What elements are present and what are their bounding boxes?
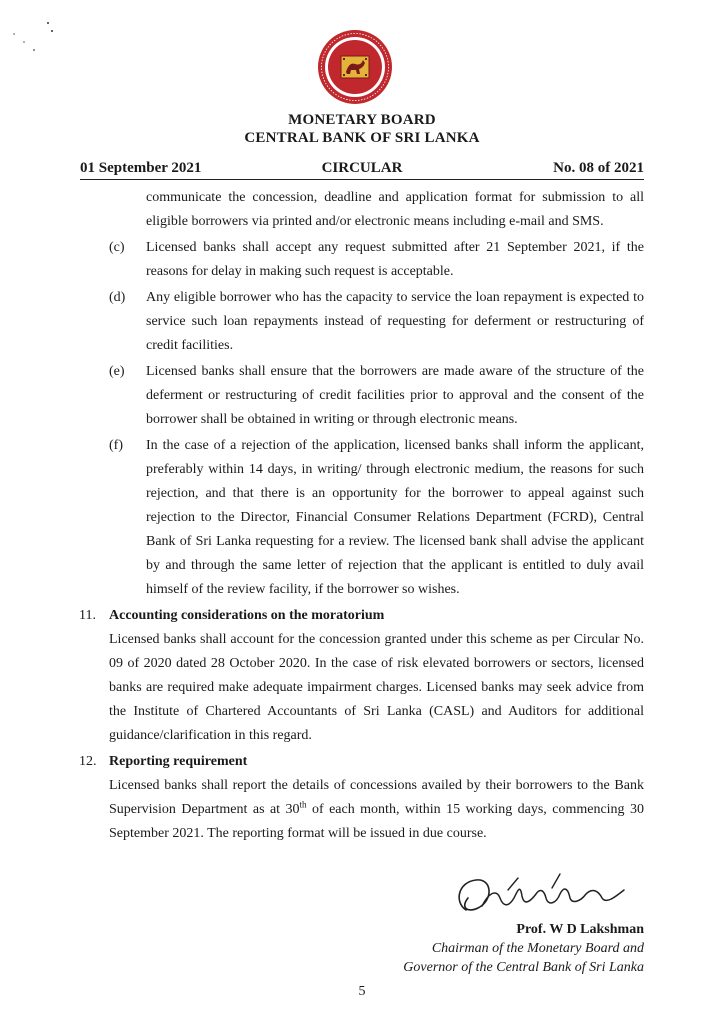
circular-meta [80,160,644,180]
section-number: 11. [79,608,96,623]
subitem-label: (d) [109,290,126,305]
subitem-label: (f) [109,438,123,453]
page-number: 5 [358,984,366,999]
section-title: Accounting considerations on the moratorium [109,608,385,623]
header-rule [80,179,644,180]
circular-type: CIRCULAR [321,160,403,176]
subitem-c [0,236,724,284]
subitem-text: Licensed banks shall accept any request submitted after 21 September 2021, if the reasons for delay in making such request is acceptable. [146,240,644,279]
section-text: Licensed banks shall account for the concession granted under this scheme as per Circular No. 09 of 2020 dated 28 October 2020. In the case of risk elevated borrowers or sectors, licensed banks are required make adequate impairment charges. Licensed banks may seek advice from the Institute of Chartered Accountants of Sri Lanka (CASL) and Auditors for additional guidance/clarification in this regard. [109,632,644,743]
subitem-label: (e) [109,364,125,379]
central-bank-seal-icon [316,28,394,106]
signatory-name: Prof. W D Lakshman [516,922,644,937]
section-text [109,774,644,846]
section-title: Reporting requirement [109,754,248,769]
subitem-f [0,434,724,602]
subitem-d [0,286,724,358]
scan-specks [10,18,60,58]
section-number: 12. [79,754,97,769]
signatory-role-line2: Governor of the Central Bank of Sri Lanka [403,960,644,975]
section-12 [0,750,724,846]
header-line1: MONETARY BOARD [288,112,436,128]
circular-number: No. 08 of 2021 [553,160,644,176]
header-line2: CENTRAL BANK OF SRI LANKA [244,130,480,146]
subitem-text: Any eligible borrower who has the capacity to service the loan repayment is expected to service such loan repayments instead of requesting for deferment or restructuring of credit facilities. [146,290,644,353]
subitem-e [0,360,724,432]
signatory-role-line1: Chairman of the Monetary Board and [431,941,644,956]
ordinal-superscript: th [299,799,307,810]
continued-paragraph: communicate the concession, deadline and application format for submission to all eligible borrowers via printed and/or electronic means including e-mail and SMS. [146,190,644,229]
circular-date: 01 September 2021 [80,160,202,176]
document-body [0,186,724,846]
section-text-before: Licensed banks shall report the details of concessions availed by their borrowers to the Bank Supervision Department as at 30 [109,778,644,817]
subitem-text: Licensed banks shall ensure that the borrowers are made aware of the structure of the deferment or restructuring of credit facilities prior to approval and the consent of the borrower shall be obtained in writing or through electronic means. [146,364,644,427]
signature-block [380,920,644,977]
handwritten-signature [448,868,638,924]
section-11 [0,604,724,748]
section-text-after: of each month, within 15 working days, commencing 30 September 2021. The reporting format will be issued in due course. [109,802,644,841]
subitem-label: (c) [109,240,125,255]
subitem-text: In the case of a rejection of the application, licensed banks shall inform the applicant, preferably within 14 days, in writing/ through electronic medium, the reasons for such rejection, and that there is an opportunity for the borrower to appeal against such rejection to the Director, Financial Consumer Relations Department (FCRD), Central Bank of Sri Lanka requesting for a review. The licensed bank shall advise the applicant by and through the same letter of rejection that the applicant is entitled to duly avail himself of the review facility, if the borrower so wishes. [146,438,644,597]
